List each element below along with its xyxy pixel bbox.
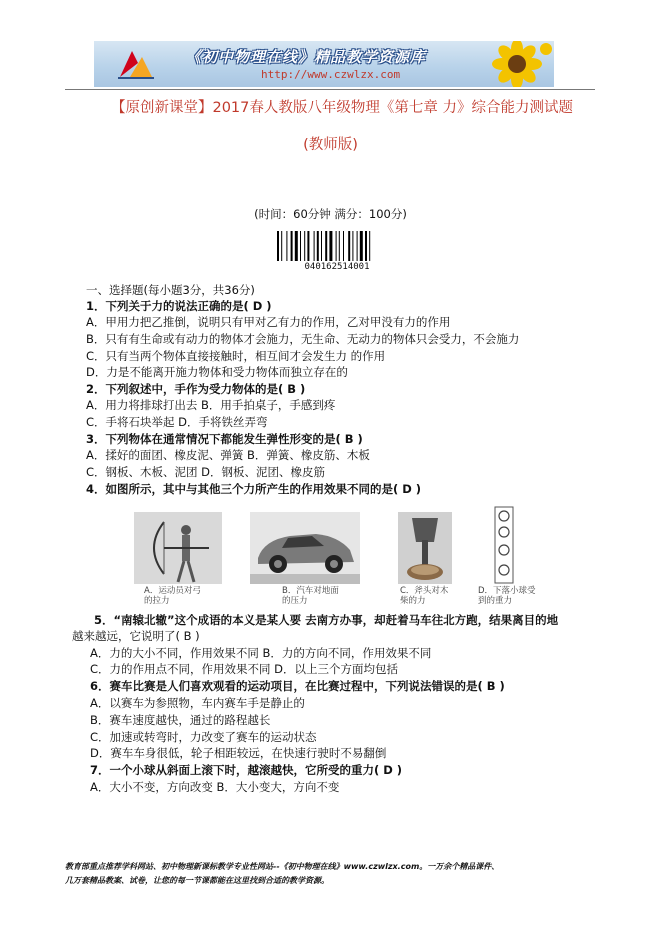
barcode-bar xyxy=(291,231,293,261)
option-6d: D．赛车车身很低，轮子相距较远，在快速行驶时不易翻倒 xyxy=(90,746,387,760)
option-6c: C．加速或转弯时，力改变了赛车的运动状态 xyxy=(90,730,317,744)
barcode-bar xyxy=(321,231,322,261)
option-7ab: A．大小不变，方向改变 B．大小变大，方向不变 xyxy=(90,780,340,794)
barcode-bar xyxy=(295,231,298,261)
barcode-bar xyxy=(286,231,287,261)
question-2: 2．下列叙述中，手作为受力物体的是( B ) xyxy=(86,382,306,396)
sunflower-icon xyxy=(482,41,552,87)
question-7: 7．一个小球从斜面上滚下时，越滚越快，它所受的重力( D ) xyxy=(90,763,403,777)
option-2ab: A．用力将排球打出去 B．用手拍桌子，手感到疼 xyxy=(86,398,336,412)
barcode-bar xyxy=(281,231,282,261)
question-3: 3．下列物体在通常情况下都能发生弹性形变的是( B ) xyxy=(86,432,363,446)
figure-a-caption: A．运动员对弓 的拉力 xyxy=(144,586,201,606)
barcode-bar xyxy=(304,231,305,261)
barcode-bar xyxy=(365,231,367,261)
question-1: 1．下列关于力的说法正确的是( D ) xyxy=(86,299,272,313)
barcode-bar xyxy=(300,231,301,261)
option-1b: B．只有有生命或有动力的物体才会施力，无生命、无动力的物体只会受力，不会施力 xyxy=(86,332,520,346)
figure-d-caption: D．下落小球受 到的重力 xyxy=(478,586,536,606)
question-5-cont: 越来越远，它说明了( B ) xyxy=(72,629,200,643)
figure-car xyxy=(250,512,360,584)
barcode-bar xyxy=(343,231,344,261)
banner-title: 《初中物理在线》精品教学资源库 xyxy=(186,48,427,66)
option-3cd: C．钢板、木板、泥团 D．钢板、泥团、橡皮筋 xyxy=(86,465,326,479)
barcode-bar xyxy=(317,231,319,261)
document-title: 【原创新课堂】2017春人教版八年级物理《第七章 力》综合能力测试题 xyxy=(110,100,573,116)
barcode-bar xyxy=(357,231,358,261)
banner-url: http://www.czwlzx.com xyxy=(261,68,401,81)
barcode-bar xyxy=(336,231,337,261)
exam-time-info: (时间：60分钟 满分：100分) xyxy=(254,207,407,221)
site-logo-icon xyxy=(116,47,156,81)
option-5cd: C．力的作用点不同，作用效果不同 D．以上三个方面均包括 xyxy=(90,662,399,676)
footer-line-2: 几万套精品教案、试卷，让您的每一节课都能在这里找到合适的教学资源。 xyxy=(65,876,329,885)
option-1c: C．只有当两个物体直接接触时，相互间才会发生力 的作用 xyxy=(86,349,386,363)
barcode-icon xyxy=(277,231,397,261)
document-subtitle: (教师版) xyxy=(303,137,358,153)
barcode-bar xyxy=(307,231,309,261)
question-5: 5．“南辕北辙”这个成语的本义是某人要 去南方办事，却赶着马车往北方跑，结果离目的地 xyxy=(94,613,559,627)
barcode-bar xyxy=(352,231,353,261)
question-6: 6．赛车比赛是人们喜欢观看的运动项目，在比赛过程中，下列说法错误的是( B ) xyxy=(90,679,505,693)
barcode-bar xyxy=(277,231,279,261)
barcode-bar xyxy=(325,231,327,261)
option-6b: B．赛车速度越快，通过的路程越长 xyxy=(90,713,271,727)
figure-b-caption: B．汽车对地面 的压力 xyxy=(282,586,339,606)
barcode-bar xyxy=(329,231,332,261)
barcode-bar xyxy=(360,231,363,261)
figure-archer xyxy=(134,512,222,584)
barcode-number: 040162514001 xyxy=(304,262,370,272)
page-footer xyxy=(65,860,605,888)
barcode-bar xyxy=(348,231,350,261)
site-banner xyxy=(94,41,554,87)
option-3ab: A．揉好的面团、橡皮泥、弹簧 B．弹簧、橡皮筋、木板 xyxy=(86,448,370,462)
section-heading: 一、选择题(每小题3分，共36分) xyxy=(86,283,255,297)
barcode-bar xyxy=(339,231,340,261)
barcode-bar xyxy=(369,231,370,261)
figure-c-caption: C．斧头对木 柴的力 xyxy=(400,586,449,606)
option-5ab: A．力的大小不同，作用效果不同 B．力的方向不同，作用效果不同 xyxy=(90,646,432,660)
footer-line-1: 教育部重点推荐学科网站、初中物理新课标教学专业性网站--《初中物理在线》www.czwlzx.com。一万余个精品课件、 xyxy=(65,862,500,871)
figure-axe xyxy=(398,512,452,584)
figure-falling-ball xyxy=(494,506,514,584)
question-4: 4．如图所示，其中与其他三个力所产生的作用效果不同的是( D ) xyxy=(86,482,422,496)
header-divider xyxy=(65,89,595,90)
option-6a: A．以赛车为参照物，车内赛车手是静止的 xyxy=(90,696,305,710)
option-2cd: C．手将石块举起 D．手将铁丝弄弯 xyxy=(86,415,268,429)
barcode-bar xyxy=(314,231,315,261)
option-1a: A．甲用力把乙推倒，说明只有甲对乙有力的作用，乙对甲没有力的作用 xyxy=(86,315,451,329)
option-1d: D．力是不能离开施力物体和受力物体而独立存在的 xyxy=(86,365,348,379)
